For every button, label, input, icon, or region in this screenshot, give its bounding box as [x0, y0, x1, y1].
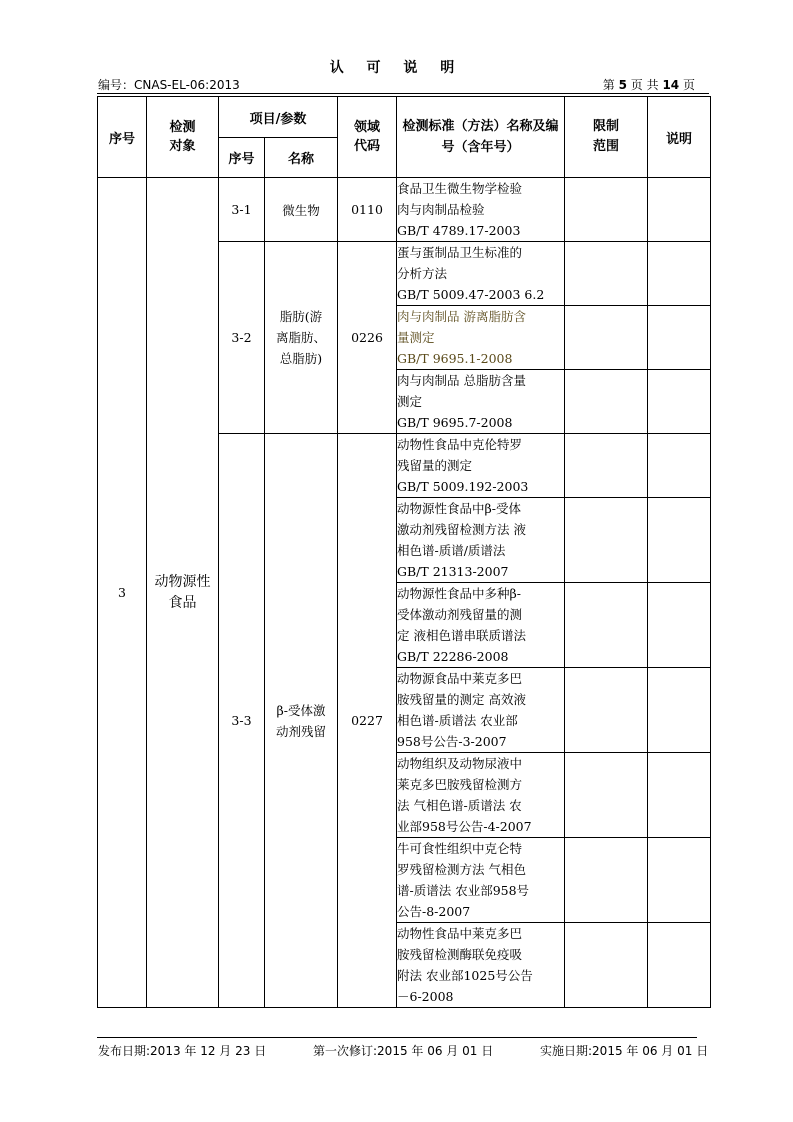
standard-cell: 食品卫生微生物学检验 肉与肉制品检验 GB/T 4789.17-2003 — [397, 178, 565, 242]
page-suffix: 页 — [682, 78, 695, 92]
item-seq: 3-3 — [219, 434, 265, 1008]
page-total: 14 — [662, 78, 680, 92]
note-cell — [648, 923, 711, 1008]
standard-cell: 动物性食品中莱克多巴 胺残留检测酶联免疫吸 附法 农业部1025号公告 －6-2008 — [397, 923, 565, 1008]
limit-cell — [565, 668, 648, 753]
limit-cell — [565, 178, 648, 242]
col-item-seq-header: 序号 — [219, 138, 265, 178]
note-cell — [648, 668, 711, 753]
row-object: 动物源性食品 — [147, 178, 219, 1008]
col-object-header: 检测对象 — [147, 97, 219, 178]
note-cell — [648, 370, 711, 434]
note-cell — [648, 583, 711, 668]
row-seq: 3 — [98, 178, 147, 1008]
standard-cell: 肉与肉制品 游离脂肪含 量测定 GB/T 9695.1-2008 — [397, 306, 565, 370]
page-mid: 页 共 — [630, 78, 659, 92]
standard-cell: 牛可食性组织中克仑特 罗残留检测方法 气相色 谱-质谱法 农业部958号 公告-8-2007 — [397, 838, 565, 923]
standard-cell: 动物组织及动物尿液中 莱克多巴胺残留检测方 法 气相色谱-质谱法 农 业部958号公告-4-2007 — [397, 753, 565, 838]
revision-date: 第一次修订:2015 年 06 月 01 日 — [313, 1044, 494, 1058]
limit-cell — [565, 923, 648, 1008]
issue-date: 发布日期:2013 年 12 月 23 日 — [98, 1044, 267, 1058]
note-cell — [648, 838, 711, 923]
col-item-name-header: 名称 — [265, 138, 338, 178]
limit-cell — [565, 370, 648, 434]
header-rule — [97, 93, 709, 94]
item-seq: 3-2 — [219, 242, 265, 434]
item-code: 0110 — [338, 178, 397, 242]
page-prefix: 第 — [602, 78, 615, 92]
item-code: 0227 — [338, 434, 397, 1008]
col-standard-header: 检测标准（方法）名称及编号（含年号） — [397, 97, 565, 178]
col-domain-header: 领域代码 — [338, 97, 397, 178]
note-cell — [648, 306, 711, 370]
footer-rule — [97, 1037, 697, 1038]
standard-cell: 蛋与蛋制品卫生标准的 分析方法 GB/T 5009.47-2003 6.2 — [397, 242, 565, 306]
limit-cell — [565, 434, 648, 498]
standard-cell: 动物性食品中克伦特罗 残留量的测定 GB/T 5009.192-2003 — [397, 434, 565, 498]
document-number: 编号：CNAS-EL-06:2013 — [98, 78, 240, 92]
page-number: 5 — [618, 78, 627, 92]
note-cell — [648, 753, 711, 838]
page-title: 认 可 说 明 — [329, 60, 464, 76]
standard-cell: 动物源性食品中β-受体 激动剂残留检测方法 液 相色谱-质谱/质谱法 GB/T 21313-2007 — [397, 498, 565, 583]
page-indicator — [603, 76, 695, 93]
note-cell — [648, 498, 711, 583]
standard-cell: 动物源食品中莱克多巴 胺残留量的测定 高效液 相色谱-质谱法 农业部 958号公告-3-2007 — [397, 668, 565, 753]
limit-cell — [565, 583, 648, 668]
col-note-header: 说明 — [648, 97, 711, 178]
standard-cell: 肉与肉制品 总脂肪含量 测定 GB/T 9695.7-2008 — [397, 370, 565, 434]
item-seq: 3-1 — [219, 178, 265, 242]
note-cell — [648, 178, 711, 242]
limit-cell — [565, 242, 648, 306]
limit-cell — [565, 753, 648, 838]
effective-date: 实施日期:2015 年 06 月 01 日 — [540, 1044, 709, 1058]
col-seq-header: 序号 — [98, 97, 147, 178]
limit-cell — [565, 306, 648, 370]
item-name: 微生物 — [265, 178, 338, 242]
item-name: β-受体激动剂残留 — [265, 434, 338, 1008]
limit-cell — [565, 838, 648, 923]
standard-cell: 动物源性食品中多种β- 受体激动剂残留量的测 定 液相色谱串联质谱法 GB/T 22286-2008 — [397, 583, 565, 668]
col-item-header: 项目/参数 — [219, 97, 338, 138]
accreditation-table — [97, 96, 711, 1008]
limit-cell — [565, 498, 648, 583]
item-code: 0226 — [338, 242, 397, 434]
note-cell — [648, 242, 711, 306]
item-name: 脂肪(游离脂肪、总脂肪) — [265, 242, 338, 434]
col-limit-header: 限制范围 — [565, 97, 648, 178]
note-cell — [648, 434, 711, 498]
